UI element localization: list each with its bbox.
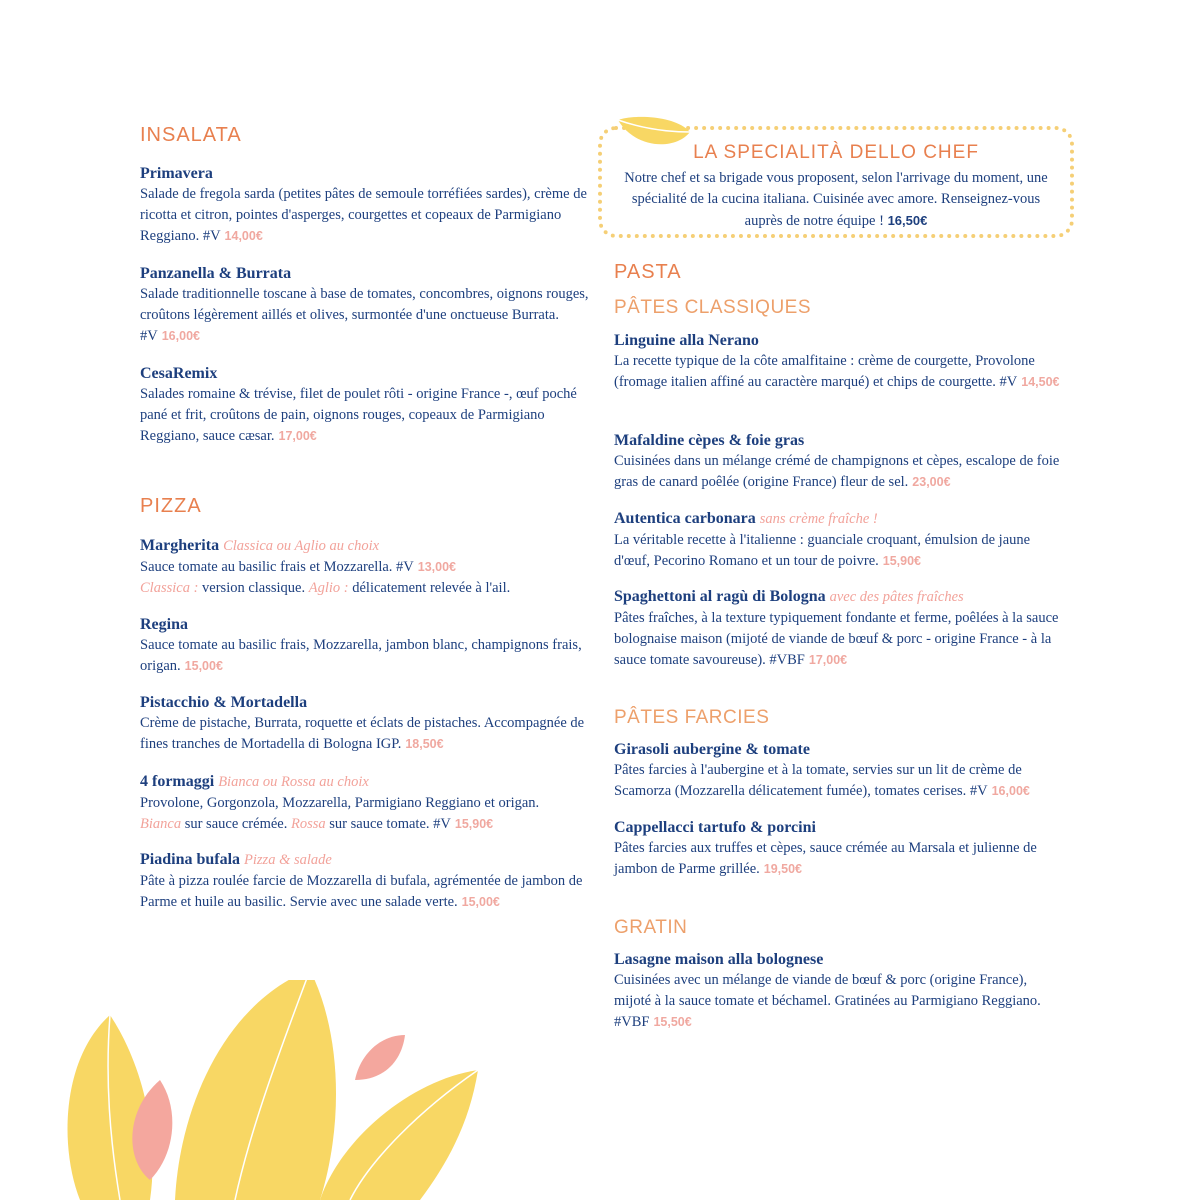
item-note: Pizza & salade <box>244 852 332 868</box>
item-note: Classica ou Aglio au choix <box>223 538 380 554</box>
item-price: 15,90€ <box>454 817 494 831</box>
item-description: Crème de pistache, Burrata, roquette et éclats de pistaches. Accompagnée de fines tranches de Mortadella di Bologna IGP. 18,50€ <box>140 715 585 752</box>
item-name: Spaghettoni al ragù di Bologna avec des pâtes fraîches <box>614 588 964 605</box>
menu-item-panzanella <box>140 263 590 347</box>
item-name: Lasagne maison alla bolognese <box>614 951 824 968</box>
leaf-icon <box>616 116 696 156</box>
subsection-title-classiques: PÂTES CLASSIQUES <box>614 297 812 318</box>
item-name: Mafaldine cèpes & foie gras <box>614 432 805 449</box>
item-options: Bianca sur sauce crémée. Rossa sur sauce tomate. #V 15,90€ <box>140 816 494 832</box>
item-name: Piadina bufala Pizza & salade <box>140 851 332 868</box>
item-price: 15,00€ <box>461 895 500 909</box>
item-note: Bianca ou Rossa au choix <box>218 774 369 790</box>
item-name: CesaRemix <box>140 365 218 382</box>
item-name: Margherita Classica ou Aglio au choix <box>140 537 380 554</box>
item-description: Salade traditionnelle toscane à base de tomates, concombres, oignons rouges, croûtons légèrement aillés et olives, surmontée d'une onctueuse Burrata. #V 16,00€ <box>140 286 589 344</box>
menu-item-cesaremix <box>140 363 590 447</box>
item-description: La véritable recette à l'italienne : guanciale croquant, émulsion de jaune d'œuf, Pecorino Romano et un tour de poivre. 15,90€ <box>614 532 1031 569</box>
item-price: 19,50€ <box>763 862 802 876</box>
section-title-pasta: PASTA <box>614 261 682 283</box>
item-name: Linguine alla Nerano <box>614 332 759 349</box>
section-title-pizza: PIZZA <box>140 495 202 517</box>
item-price: 15,50€ <box>653 1015 692 1029</box>
decorative-leaves-icon <box>0 980 500 1200</box>
menu-item-linguine <box>614 330 1064 393</box>
item-name: Regina <box>140 616 188 633</box>
menu-item-girasoli <box>614 739 1064 802</box>
item-price: 17,00€ <box>278 429 317 443</box>
item-description: Pâtes fraîches, à la texture typiquement fondante et ferme, poêlées à la sauce bolognaise maison (mijoté de viande de bœuf & porc - origine France - à la sauce tomate savoureuse). #VBF 17,00€ <box>614 610 1059 668</box>
item-name: Primavera <box>140 165 213 182</box>
item-name: Pistacchio & Mortadella <box>140 694 308 711</box>
item-description: Pâtes farcies aux truffes et cèpes, sauce crémée au Marsala et julienne de jambon de Parme grillée. 19,50€ <box>614 840 1037 877</box>
item-name: Girasoli aubergine & tomate <box>614 741 810 758</box>
item-description: Salade de fregola sarda (petites pâtes de semoule torréfiées sardes), crème de ricotta et citron, pointes d'asperges, courgettes et copeaux de Parmigiano Reggiano. #V 14,00€ <box>140 186 587 244</box>
menu-item-cappellacci <box>614 817 1064 880</box>
item-options: Classica : version classique. Aglio : délicatement relevée à l'ail. <box>140 580 511 596</box>
chef-special-text: Notre chef et sa brigade vous proposent, selon l'arrivage du moment, une spécialité de la cucina italiana. Cuisinée avec amore. Renseignez-vous auprès de notre équipe ! 16,50€ <box>624 170 1048 229</box>
item-description: Pâte à pizza roulée farcie de Mozzarella di bufala, agrémentée de jambon de Parme et huile au basilic. Servie avec une salade verte. 15,00€ <box>140 873 583 910</box>
item-price: 16,00€ <box>991 784 1030 798</box>
item-description: Cuisinées avec un mélange de viande de bœuf & porc (origine France), mijoté à la sauce tomate et béchamel. Gratinées au Parmigiano Reggiano. #VBF 15,50€ <box>614 972 1041 1030</box>
menu-item-piadina <box>140 849 590 913</box>
chef-special-price: 16,50€ <box>887 213 928 228</box>
subsection-title-farcies: PÂTES FARCIES <box>614 707 770 728</box>
menu-item-margherita <box>140 535 590 599</box>
menu-item-primavera <box>140 163 590 247</box>
menu-item-regina <box>140 614 590 677</box>
item-price: 15,00€ <box>184 659 223 673</box>
item-description: Cuisinées dans un mélange crémé de champignons et cèpes, escalope de foie gras de canard poêlée (origine France) fleur de sel. 23,00€ <box>614 453 1060 490</box>
menu-item-pistacchio <box>140 692 590 755</box>
item-price: 15,90€ <box>882 554 922 568</box>
item-note: sans crème fraîche ! <box>759 511 878 527</box>
item-price: 13,00€ <box>417 560 457 574</box>
item-description: La recette typique de la côte amalfitaine : crème de courgette, Provolone (fromage italien affiné au caractère marqué) et chips de courgette. #V 14,50€ <box>614 353 1060 390</box>
item-description: Pâtes farcies à l'aubergine et à la tomate, servies sur un lit de crème de Scamorza (Mozzarella délicatement fumée), tomates cerises. #V 16,00€ <box>614 762 1030 799</box>
item-price: 18,50€ <box>405 737 444 751</box>
item-price: 14,50€ <box>1021 375 1060 389</box>
item-price: 23,00€ <box>912 475 951 489</box>
item-description: Salades romaine & trévise, filet de poulet rôti - origine France -, œuf poché pané et frit, croûtons de pain, oignons rouges, copeaux de Parmigiano Reggiano, sauce cæsar. 17,00€ <box>140 386 577 444</box>
item-name: Cappellacci tartufo & porcini <box>614 819 816 836</box>
subsection-title-gratin: GRATIN <box>614 917 688 938</box>
menu-item-mafaldine <box>614 430 1064 493</box>
item-price: 14,00€ <box>224 229 263 243</box>
section-title-insalata: INSALATA <box>140 124 242 146</box>
item-description: Sauce tomate au basilic frais et Mozzarella. #V 13,00€ <box>140 559 457 575</box>
menu-item-lasagne <box>614 949 1064 1033</box>
item-description: Provolone, Gorgonzola, Mozzarella, Parmigiano Reggiano et origan. <box>140 795 540 811</box>
chef-special-title: LA SPECIALITÀ DELLO CHEF <box>693 142 979 163</box>
item-name: Panzanella & Burrata <box>140 265 292 282</box>
menu-item-carbonara <box>614 508 1064 572</box>
item-price: 17,00€ <box>808 653 848 667</box>
item-description: Sauce tomate au basilic frais, Mozzarella, jambon blanc, champignons frais, origan. 15,00€ <box>140 637 582 674</box>
menu-item-spaghettoni <box>614 586 1064 671</box>
menu-item-4-formaggi <box>140 771 590 835</box>
item-price: 16,00€ <box>161 329 200 343</box>
item-name: 4 formaggi Bianca ou Rossa au choix <box>140 773 369 790</box>
item-note: avec des pâtes fraîches <box>829 589 964 605</box>
item-name: Autentica carbonara sans crème fraîche ! <box>614 510 878 527</box>
